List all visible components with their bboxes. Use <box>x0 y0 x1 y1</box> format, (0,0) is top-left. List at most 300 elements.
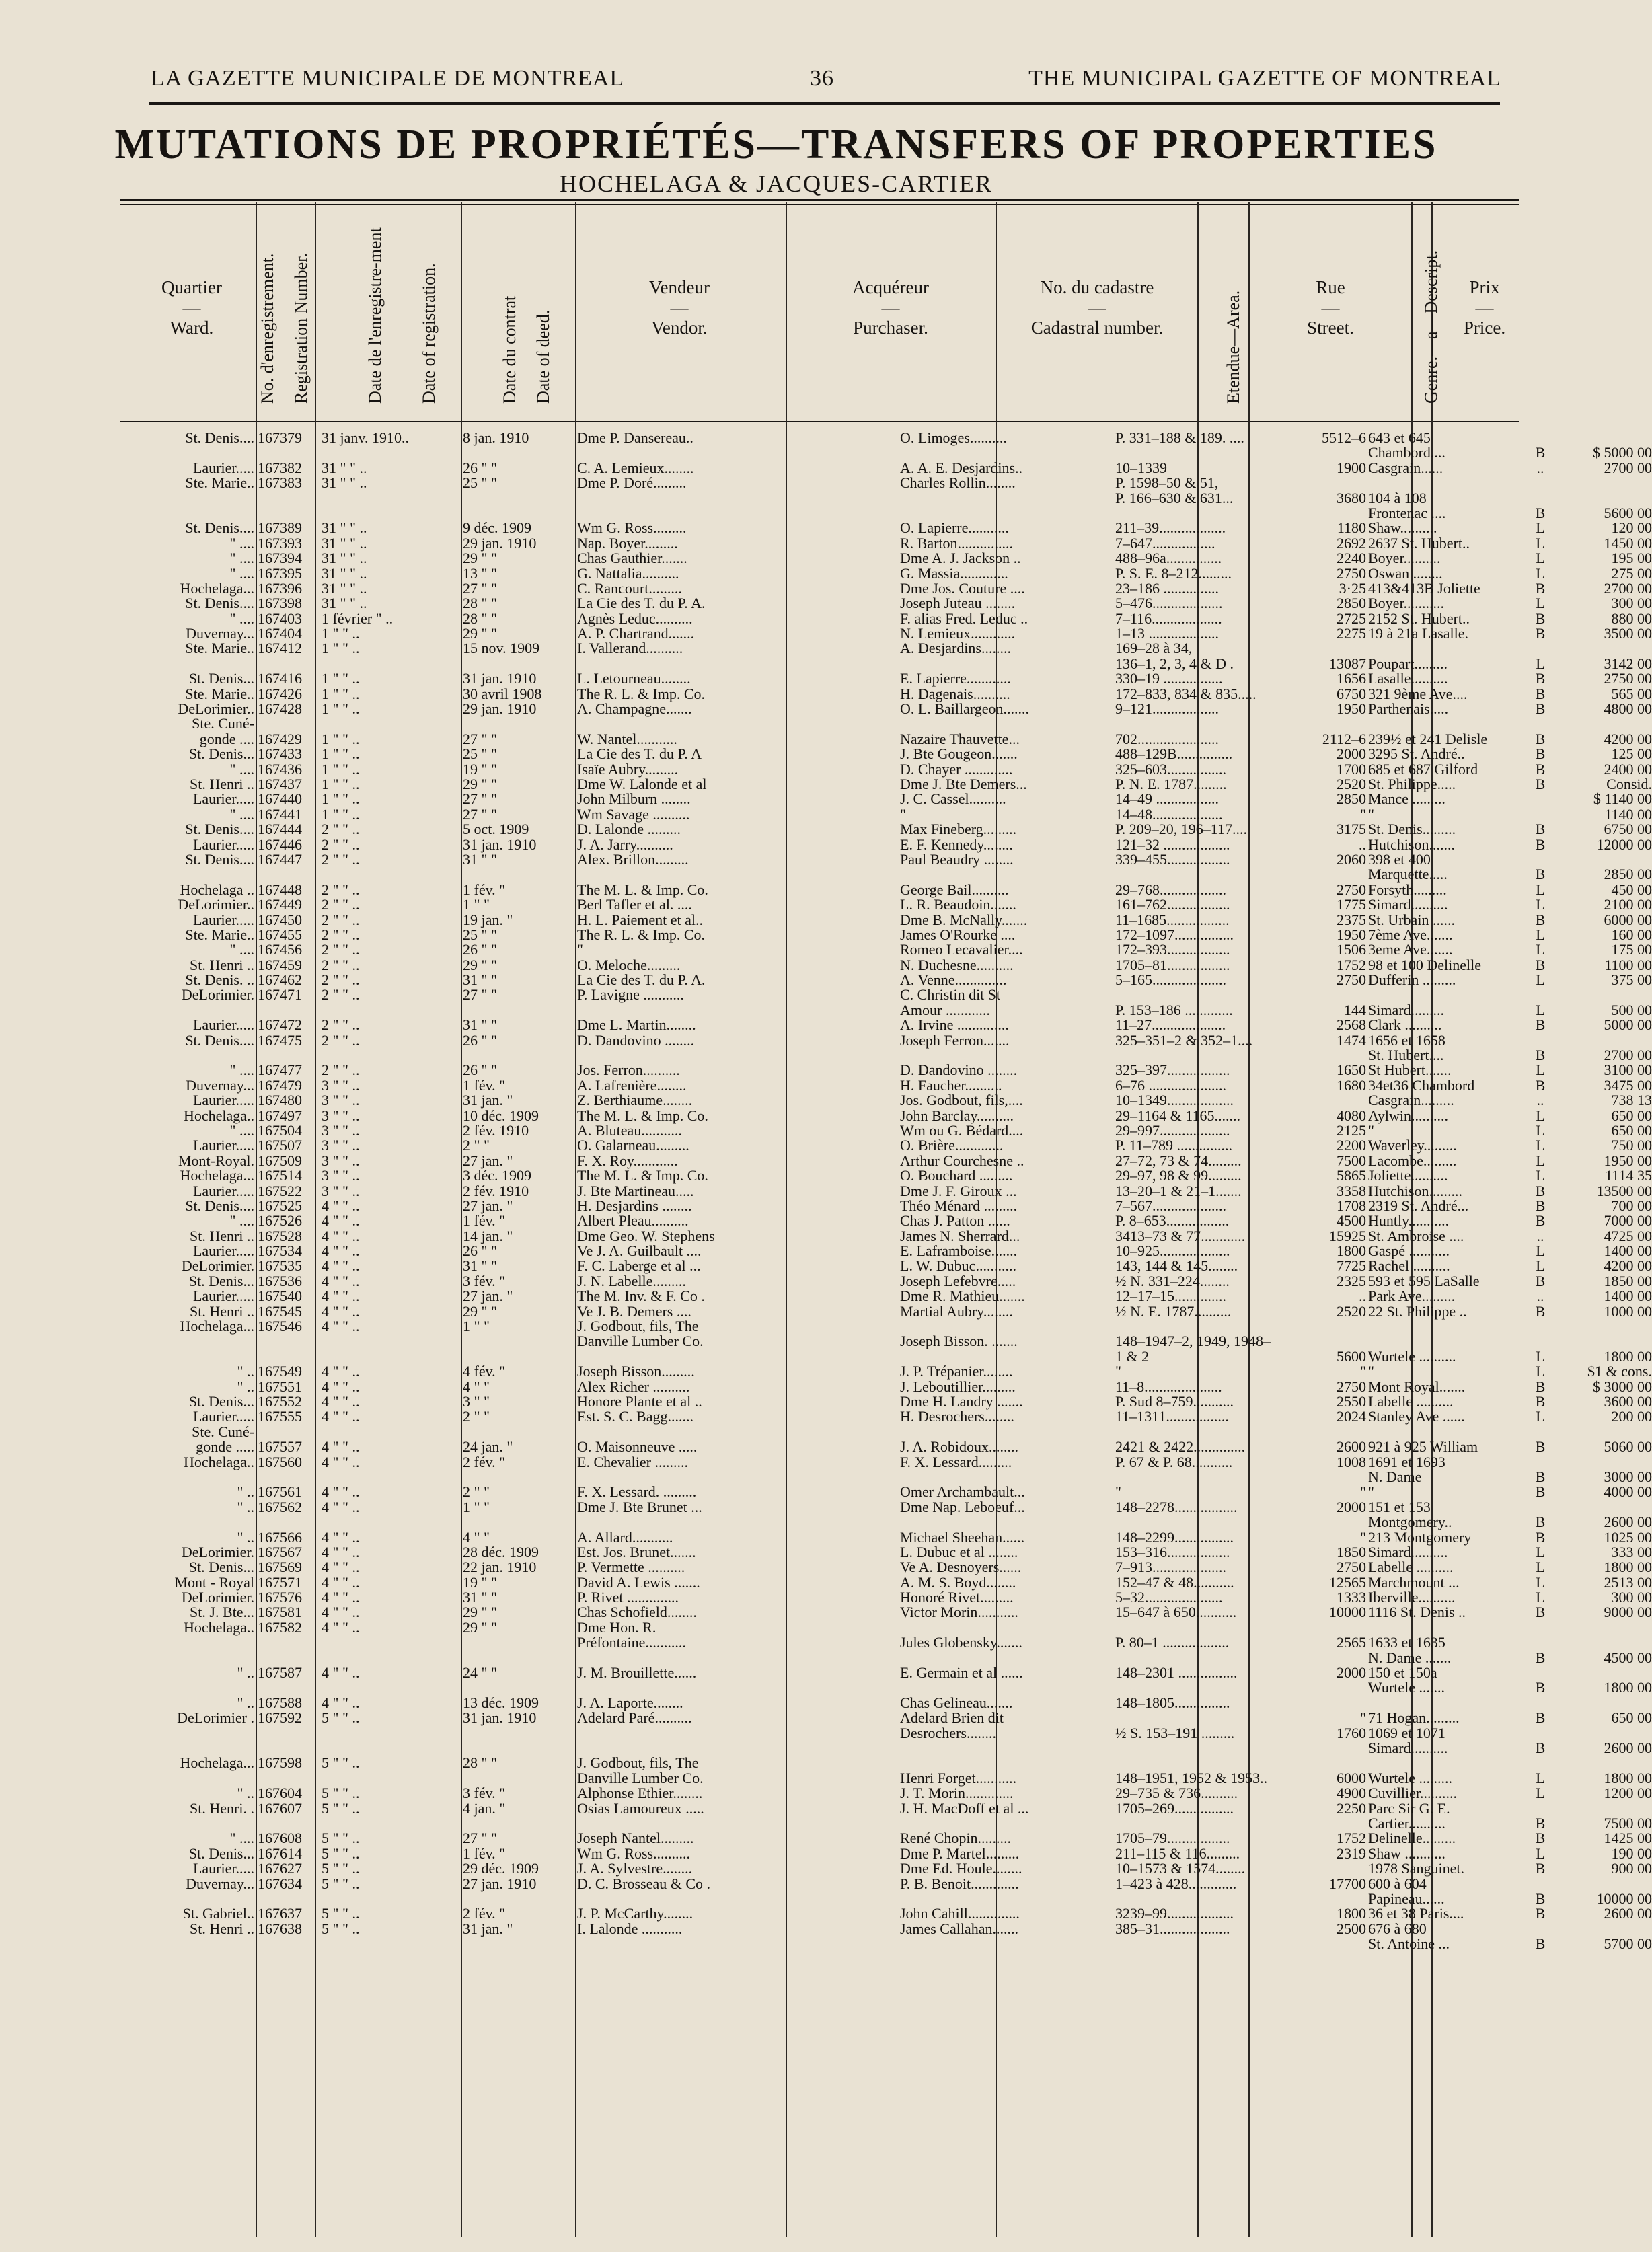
registration-date-cell: 4 " " .. <box>322 1272 360 1289</box>
deed-date-cell: 27 " " <box>463 1830 497 1847</box>
cadastral-number-cell: P. 209–20, 196–117.... <box>1115 821 1247 838</box>
purchaser-cell: A. Venne.............. <box>900 971 1007 989</box>
table-row <box>120 1922 1519 1937</box>
purchaser-cell: E. Germain et al ...... <box>900 1664 1023 1682</box>
street-cell: 593 et 595 LaSalle <box>1368 1272 1480 1289</box>
registration-date-cell: 4 " " .. <box>322 1453 360 1470</box>
deed-date-cell: 24 jan. " <box>463 1438 513 1456</box>
table-row <box>120 941 1652 959</box>
ward-cell: " .. <box>237 1785 254 1802</box>
registration-number-cell: 167444 <box>258 821 302 838</box>
ward-cell: Hochelaga... <box>180 579 254 597</box>
header-area-text: Etendue—Area. <box>1224 290 1243 404</box>
price-cell: 1114 35 <box>1605 1167 1652 1185</box>
ward-cell: St. Denis... <box>188 1393 254 1410</box>
registration-number-cell: 167479 <box>258 1076 302 1094</box>
description-cell: L <box>1536 926 1545 943</box>
table-row <box>120 1559 1652 1576</box>
price-cell: 1200 00 <box>1604 1785 1652 1802</box>
transfers-table-body <box>120 429 1652 1953</box>
cadastral-number-cell: 11–8..................... <box>1115 1378 1222 1395</box>
ward-cell: Ste. Marie.. <box>185 685 254 702</box>
deed-date-cell: 27 " " <box>463 805 497 823</box>
vendor-cell: Nap. Boyer......... <box>577 534 678 552</box>
vendor-cell: Alex. Brillon......... <box>577 850 689 868</box>
ward-cell: St. Denis... <box>188 670 254 687</box>
street-cell: Dufferin ......... <box>1368 971 1456 989</box>
registration-date-cell: 4 " " .. <box>322 1589 360 1606</box>
cadastral-number-cell: 339–455................. <box>1115 850 1230 868</box>
vendor-cell: La Cie des T. du P. A <box>577 745 702 763</box>
description-cell: .. <box>1536 1287 1544 1305</box>
registration-number-cell: 167604 <box>258 1785 302 1802</box>
table-row <box>120 1500 1519 1515</box>
area-cell: 3680 <box>1337 489 1366 506</box>
purchaser-cell: Joseph Ferron....... <box>900 1031 1010 1049</box>
table-row <box>120 790 1652 808</box>
area-cell: 2520 <box>1337 775 1366 792</box>
price-cell: 7000 00 <box>1604 1212 1652 1230</box>
registration-date-cell: 2 " " .. <box>322 941 360 959</box>
vendor-cell: Dme P. Doré......... <box>577 474 687 492</box>
registration-date-cell: 4 " " .. <box>322 1573 360 1591</box>
area-cell: 2000 <box>1337 1498 1366 1515</box>
street-cell: Wurtele ......... <box>1368 1769 1452 1787</box>
table-row <box>120 1696 1519 1711</box>
price-cell: 300 00 <box>1611 1589 1652 1606</box>
cadastral-number-cell: 10–1349.................. <box>1115 1092 1234 1109</box>
description-cell: B <box>1535 1889 1546 1907</box>
purchaser-cell: Wm ou G. Bédard.... <box>900 1121 1024 1139</box>
registration-date-cell: 2 " " .. <box>322 1016 360 1034</box>
area-cell: 2750 <box>1337 564 1366 582</box>
ward-cell: St. Denis.... <box>185 595 254 612</box>
ward-cell: Ste. Cuné- <box>192 1423 254 1440</box>
cadastral-number-cell: 7–647................. <box>1115 534 1215 552</box>
table-top-rule <box>120 199 1519 201</box>
price-cell: 2100 00 <box>1604 896 1652 913</box>
cadastral-number-cell: 11–1311................. <box>1115 1408 1229 1425</box>
street-cell: Forsyth......... <box>1368 880 1447 898</box>
header-reg-date-fr-text: Date de l'enregistre-ment <box>365 227 385 404</box>
cadastral-number-cell: 121–32 .................. <box>1115 835 1230 853</box>
vendor-cell: Dme Hon. R. <box>577 1618 656 1636</box>
price-cell: 3475 00 <box>1604 1076 1652 1094</box>
vendor-cell: Wm G. Ross.......... <box>577 1844 691 1862</box>
registration-date-cell: 1 " " .. <box>322 640 360 657</box>
table-row <box>120 1408 1652 1425</box>
registration-date-cell: 31 " " .. <box>322 564 367 582</box>
street-cell: Marchmount ... <box>1368 1573 1460 1591</box>
ward-cell: " .... <box>229 609 254 627</box>
header-right-title: THE MUNICIPAL GAZETTE OF MONTREAL <box>1028 66 1501 91</box>
purchaser-cell: Dme A. J. Jackson .. <box>900 550 1021 567</box>
purchaser-cell: John Cahill.............. <box>900 1905 1020 1922</box>
registration-date-cell: 4 " " .. <box>322 1287 360 1305</box>
vendor-cell: Wm Savage .......... <box>577 805 690 823</box>
registration-date-cell: 31 " " .. <box>322 534 367 552</box>
registration-date-cell: 1 " " .. <box>322 745 360 763</box>
registration-date-cell: 5 " " .. <box>322 1875 360 1892</box>
vendor-cell: F. X. Lessard. ......... <box>577 1483 697 1501</box>
price-cell: 200 00 <box>1611 1408 1652 1425</box>
cadastral-number-cell: 211–39.................. <box>1115 519 1226 537</box>
ward-cell: St. Denis.... <box>185 1031 254 1049</box>
registration-number-cell: 167607 <box>258 1799 302 1817</box>
description-cell: B <box>1535 1197 1546 1214</box>
purchaser-cell: Dme J. Bte Demers... <box>900 775 1027 792</box>
table-row <box>120 1287 1652 1305</box>
vendor-cell: I. Vallerand.......... <box>577 640 683 657</box>
vendor-cell: J. Bte Martineau..... <box>577 1182 694 1199</box>
purchaser-cell: O. Limoges.......... <box>900 429 1007 446</box>
registration-number-cell: 167614 <box>258 1844 302 1862</box>
registration-date-cell: 2 " " .. <box>322 971 360 989</box>
purchaser-cell: J. C. Cassel.......... <box>900 790 1006 808</box>
cadastral-number-cell: P. 80–1 .................. <box>1115 1634 1230 1651</box>
price-cell: 2600 00 <box>1604 1513 1652 1531</box>
ward-cell: DeLorimier.. <box>178 896 254 913</box>
street-cell: Lasalle.......... <box>1368 670 1448 687</box>
cadastral-number-cell: 5–165.................... <box>1115 971 1226 989</box>
ward-cell: Laurier..... <box>192 1092 254 1109</box>
header-genre <box>1406 209 1441 424</box>
area-cell: 2000 <box>1337 1664 1366 1682</box>
street-cell: Simard......... <box>1368 1001 1445 1018</box>
price-cell: 2513 00 <box>1604 1573 1652 1591</box>
price-cell: 2600 00 <box>1604 1905 1652 1922</box>
street-cell: 213 Montgomery <box>1368 1528 1472 1546</box>
registration-number-cell: 167534 <box>258 1242 302 1260</box>
registration-number-cell: 167475 <box>258 1031 302 1049</box>
description-cell: B <box>1535 866 1546 883</box>
vendor-cell: P. Rivet .............. <box>577 1589 679 1606</box>
table-row <box>120 1889 1652 1907</box>
description-cell: L <box>1536 1167 1545 1185</box>
registration-number-cell: 167555 <box>258 1408 302 1425</box>
registration-number-cell: 167455 <box>258 926 302 943</box>
vendor-cell: J. N. Labelle......... <box>577 1272 686 1289</box>
table-row <box>120 1197 1652 1214</box>
registration-date-cell: 1 " " .. <box>322 625 360 642</box>
price-cell: 2700 00 <box>1604 579 1652 597</box>
area-cell: 5600 <box>1337 1347 1366 1365</box>
street-cell: St Hubert....... <box>1368 1061 1452 1079</box>
purchaser-cell: D. Chayer ............. <box>900 760 1013 778</box>
vendor-cell: Préfontaine........... <box>577 1634 686 1651</box>
ward-cell: Hochelaga.. <box>183 1453 254 1470</box>
price-cell: 1950 00 <box>1604 1152 1652 1169</box>
street-cell: Aylwin.......... <box>1368 1106 1448 1124</box>
table-row <box>120 1756 1519 1770</box>
street-cell: Wurtele ....... <box>1368 1679 1445 1696</box>
page-subtitle: HOCHELAGA & JACQUES-CARTIER <box>560 170 993 197</box>
registration-date-cell: 2 " " .. <box>322 896 360 913</box>
ward-cell: " .. <box>237 1483 254 1501</box>
deed-date-cell: 1 fév. " <box>463 1212 506 1230</box>
ward-cell: DeLorimier.. <box>178 700 254 718</box>
street-cell: Parc Sir G. E. <box>1368 1799 1450 1817</box>
registration-date-cell: 2 " " .. <box>322 850 360 868</box>
table-row <box>120 971 1652 989</box>
vendor-cell: Ve J. B. Demers .... <box>577 1302 691 1320</box>
ward-cell: St. Denis.... <box>185 850 254 868</box>
vendor-cell: J. A. Laporte........ <box>577 1694 683 1711</box>
registration-date-cell: 31 " " .. <box>322 474 367 492</box>
vendor-cell: J. A. Sylvestre........ <box>577 1860 693 1877</box>
table-row <box>120 625 1652 642</box>
street-cell: N. Dame <box>1368 1468 1422 1485</box>
area-cell: 1650 <box>1337 1061 1366 1079</box>
vendor-cell: Dme Geo. W. Stephens <box>577 1227 715 1244</box>
vendor-cell: E. Chevalier ......... <box>577 1453 688 1470</box>
purchaser-cell: Omer Archambault... <box>900 1483 1025 1501</box>
street-cell: Iberville.......... <box>1368 1589 1456 1606</box>
table-row <box>120 444 1652 461</box>
area-cell: 5512–6 <box>1322 429 1366 446</box>
header-reg-date-en-text: Date of registration. <box>419 263 439 404</box>
ward-cell: Laurier..... <box>192 1016 254 1034</box>
table-row <box>120 805 1652 823</box>
area-cell: 15925 <box>1329 1227 1366 1244</box>
purchaser-cell: L. R. Beaudoin....... <box>900 896 1016 913</box>
area-cell: 1474 <box>1337 1031 1366 1049</box>
area-cell: 1950 <box>1337 700 1366 718</box>
vendor-cell: Agnès Leduc.......... <box>577 609 693 627</box>
street-cell: Simard.......... <box>1368 896 1448 913</box>
ward-cell: " .... <box>229 805 254 823</box>
description-cell: B <box>1535 609 1546 627</box>
ward-cell: DeLorimier. <box>181 1257 254 1275</box>
cadastral-number-cell: 12–17–15.............. <box>1115 1287 1226 1305</box>
vendor-cell: A. P. Chartrand....... <box>577 625 695 642</box>
price-cell: $ 3000 00 <box>1593 1378 1652 1395</box>
vendor-cell: Alex Richer .......... <box>577 1378 690 1395</box>
deed-date-cell: 2 fév. 1910 <box>463 1121 529 1139</box>
registration-date-cell: 3 " " .. <box>322 1152 360 1169</box>
vendor-cell: The R. L. & Imp. Co. <box>577 685 706 702</box>
deed-date-cell: 27 jan. 1910 <box>463 1875 537 1892</box>
table-row <box>120 1182 1652 1199</box>
table-row <box>120 926 1652 943</box>
cadastral-number-cell: 10–1339 <box>1115 459 1167 476</box>
ward-cell: " .. <box>237 1378 254 1395</box>
deed-date-cell: 4 " " <box>463 1378 490 1395</box>
deed-date-cell: 29 " " <box>463 1618 497 1636</box>
area-cell: 2375 <box>1337 911 1366 928</box>
vendor-cell: John Milburn ........ <box>577 790 691 808</box>
purchaser-cell: Dme J. F. Giroux ... <box>900 1182 1017 1199</box>
header-cadastral <box>998 277 1196 338</box>
deed-date-cell: 27 jan. " <box>463 1197 513 1214</box>
description-cell: L <box>1536 1137 1545 1154</box>
purchaser-cell: F. alias Fred. Leduc .. <box>900 609 1028 627</box>
street-cell: Labelle .......... <box>1368 1393 1454 1410</box>
street-cell: Oswan ........ <box>1368 564 1443 582</box>
price-cell: 750 00 <box>1611 1137 1652 1154</box>
description-cell: B <box>1535 760 1546 778</box>
description-cell: L <box>1536 1589 1545 1606</box>
cadastral-number-cell: 7–913.................... <box>1115 1559 1226 1576</box>
street-cell: St. Ambroise .... <box>1368 1227 1464 1244</box>
deed-date-cell: 14 jan. " <box>463 1227 513 1244</box>
street-cell: 1116 St. Denis .. <box>1368 1604 1466 1621</box>
registration-date-cell: 4 " " .. <box>322 1559 360 1576</box>
ward-cell: " .. <box>237 1528 254 1546</box>
area-cell: 2850 <box>1337 595 1366 612</box>
area-cell: 2550 <box>1337 1393 1366 1410</box>
purchaser-cell: J. Bte Gougeon....... <box>900 745 1018 763</box>
table-row <box>120 1393 1652 1410</box>
deed-date-cell: 28 déc. 1909 <box>463 1543 539 1561</box>
ward-cell: Hochelaga... <box>180 1167 254 1185</box>
header-genre-text: Genre.—a—Descript. <box>1421 250 1441 404</box>
registration-number-cell: 167528 <box>258 1227 302 1244</box>
area-cell: 1760 <box>1337 1724 1366 1741</box>
registration-number-cell: 167638 <box>258 1920 302 1937</box>
deed-date-cell: 4 jan. " <box>463 1799 506 1817</box>
deed-date-cell: 27 jan. " <box>463 1152 513 1169</box>
description-cell: B <box>1535 1483 1546 1501</box>
purchaser-cell: O. L. Baillargeon....... <box>900 700 1030 718</box>
registration-date-cell: 1 " " .. <box>322 670 360 687</box>
table-row <box>120 1739 1652 1756</box>
registration-date-cell: 1 " " .. <box>322 700 360 718</box>
vendor-cell: Ve J. A. Guilbault .... <box>577 1242 702 1260</box>
price-cell: $ 1140 00 <box>1593 790 1652 808</box>
description-cell: B <box>1535 1438 1546 1456</box>
price-cell: 650 00 <box>1611 1121 1652 1139</box>
registration-date-cell: 5 " " .. <box>322 1905 360 1922</box>
price-cell: 4200 00 <box>1604 1257 1652 1275</box>
description-cell: B <box>1535 1679 1546 1696</box>
street-cell: Casgrain......... <box>1368 1092 1454 1109</box>
cadastral-number-cell: 6–76 ..................... <box>1115 1076 1226 1094</box>
table-header-rule <box>120 421 1519 422</box>
table-row <box>120 1061 1652 1079</box>
street-cell: 1633 et 1635 <box>1368 1634 1446 1651</box>
vendor-cell: Est. S. C. Bagg....... <box>577 1408 693 1425</box>
ward-cell: Laurier..... <box>192 911 254 928</box>
description-cell: B <box>1535 1604 1546 1621</box>
purchaser-cell: Joseph Bisson. ....... <box>900 1333 1018 1350</box>
registration-number-cell: 167608 <box>258 1830 302 1847</box>
table-row <box>120 1726 1519 1741</box>
description-cell: L <box>1536 1543 1545 1561</box>
purchaser-cell: Nazaire Thauvette... <box>900 730 1020 747</box>
area-cell: 1656 <box>1337 670 1366 687</box>
description-cell: B <box>1535 1935 1546 1953</box>
deed-date-cell: 31 " " <box>463 1257 497 1275</box>
deed-date-cell: 29 " " <box>463 550 497 567</box>
registration-number-cell: 167567 <box>258 1543 302 1561</box>
registration-date-cell: 4 " " .. <box>322 1257 360 1275</box>
purchaser-cell: A. Irvine .............. <box>900 1016 1009 1034</box>
cadastral-number-cell: 172–1097................ <box>1115 926 1234 943</box>
table-row <box>120 534 1652 552</box>
purchaser-cell: Jules Globensky....... <box>900 1634 1022 1651</box>
vendor-cell: Dme L. Martin........ <box>577 1016 696 1034</box>
cadastral-number-cell: P. 67 & P. 68........... <box>1115 1453 1233 1470</box>
purchaser-cell: N. Lemieux............ <box>900 625 1016 642</box>
purchaser-cell: Joseph Juteau ........ <box>900 595 1016 612</box>
cadastral-number-cell: 172–833, 834 & 835..... <box>1115 685 1256 702</box>
header-area <box>1208 209 1243 424</box>
purchaser-cell: E. Lapierre............ <box>900 670 1011 687</box>
registration-number-cell: 167504 <box>258 1121 302 1139</box>
registration-number-cell: 167549 <box>258 1363 302 1380</box>
price-cell: 1850 00 <box>1604 1272 1652 1289</box>
registration-date-cell: 5 " " .. <box>322 1830 360 1847</box>
registration-date-cell: 31 " " .. <box>322 519 367 537</box>
deed-date-cell: 31 jan. 1910 <box>463 670 537 687</box>
street-cell: Boyer........... <box>1368 595 1445 612</box>
description-cell: L <box>1536 1559 1545 1576</box>
description-cell: L <box>1536 1152 1545 1169</box>
ward-cell: DeLorimier. <box>181 986 254 1004</box>
purchaser-cell: Dme B. McNally....... <box>900 911 1028 928</box>
deed-date-cell: 31 jan. " <box>463 1092 513 1109</box>
area-cell: 2750 <box>1337 1559 1366 1576</box>
table-row <box>120 835 1652 853</box>
vendor-cell: O. Galarneau......... <box>577 1137 689 1154</box>
cadastral-number-cell: P. 166–630 & 631... <box>1115 489 1234 506</box>
purchaser-cell: Desrochers........ <box>900 1724 996 1741</box>
registration-number-cell: 167627 <box>258 1860 302 1877</box>
table-row <box>120 896 1652 913</box>
registration-number-cell: 167536 <box>258 1272 302 1289</box>
description-cell: L <box>1536 1844 1545 1862</box>
table-row <box>120 1513 1652 1531</box>
header-deed-date-en <box>518 209 553 424</box>
ward-cell: DeLorimier . <box>177 1709 254 1727</box>
cadastral-number-cell: 325–397................. <box>1115 1061 1230 1079</box>
cadastral-number-cell: 15–647 à 650........... <box>1115 1604 1237 1621</box>
street-cell: " <box>1368 1363 1374 1380</box>
ward-cell: Hochelaga .. <box>180 880 254 898</box>
vendor-cell: D. Lalonde ......... <box>577 821 681 838</box>
table-row <box>120 1935 1652 1953</box>
area-cell: 2319 <box>1337 1844 1366 1862</box>
cadastral-number-cell: 172–393................. <box>1115 941 1230 959</box>
price-cell: 300 00 <box>1611 595 1652 612</box>
price-cell: 375 00 <box>1611 971 1652 989</box>
purchaser-cell: John Barclay.......... <box>900 1106 1014 1124</box>
registration-date-cell: 1 " " .. <box>322 760 360 778</box>
area-cell: .. <box>1359 835 1366 853</box>
price-cell: 4800 00 <box>1604 700 1652 718</box>
description-cell: L <box>1536 564 1545 582</box>
registration-number-cell: 167450 <box>258 911 302 928</box>
purchaser-cell: H. Desrochers........ <box>900 1408 1014 1425</box>
cadastral-number-cell: P. 11–789 ............... <box>1115 1137 1232 1154</box>
registration-date-cell: 4 " " .. <box>322 1363 360 1380</box>
deed-date-cell: 3 fév. " <box>463 1272 506 1289</box>
street-cell: 1656 et 1658 <box>1368 1031 1446 1049</box>
area-cell: 1700 <box>1337 760 1366 778</box>
cadastral-number-cell: 488–96a............... <box>1115 550 1222 567</box>
area-cell: " <box>1360 1363 1366 1380</box>
deed-date-cell: 26 " " <box>463 941 497 959</box>
cadastral-number-cell: 330–19 ................ <box>1115 670 1223 687</box>
vendor-cell: Dme P. Dansereau.. <box>577 429 693 446</box>
vendor-cell: J. P. McCarthy........ <box>577 1905 693 1922</box>
area-cell: 2112–6 <box>1322 730 1366 747</box>
header-reg-date-en <box>404 209 439 424</box>
price-cell: 650 00 <box>1611 1709 1652 1727</box>
registration-date-cell: 5 " " .. <box>322 1920 360 1937</box>
cadastral-number-cell: 1–423 à 428............. <box>1115 1875 1237 1892</box>
